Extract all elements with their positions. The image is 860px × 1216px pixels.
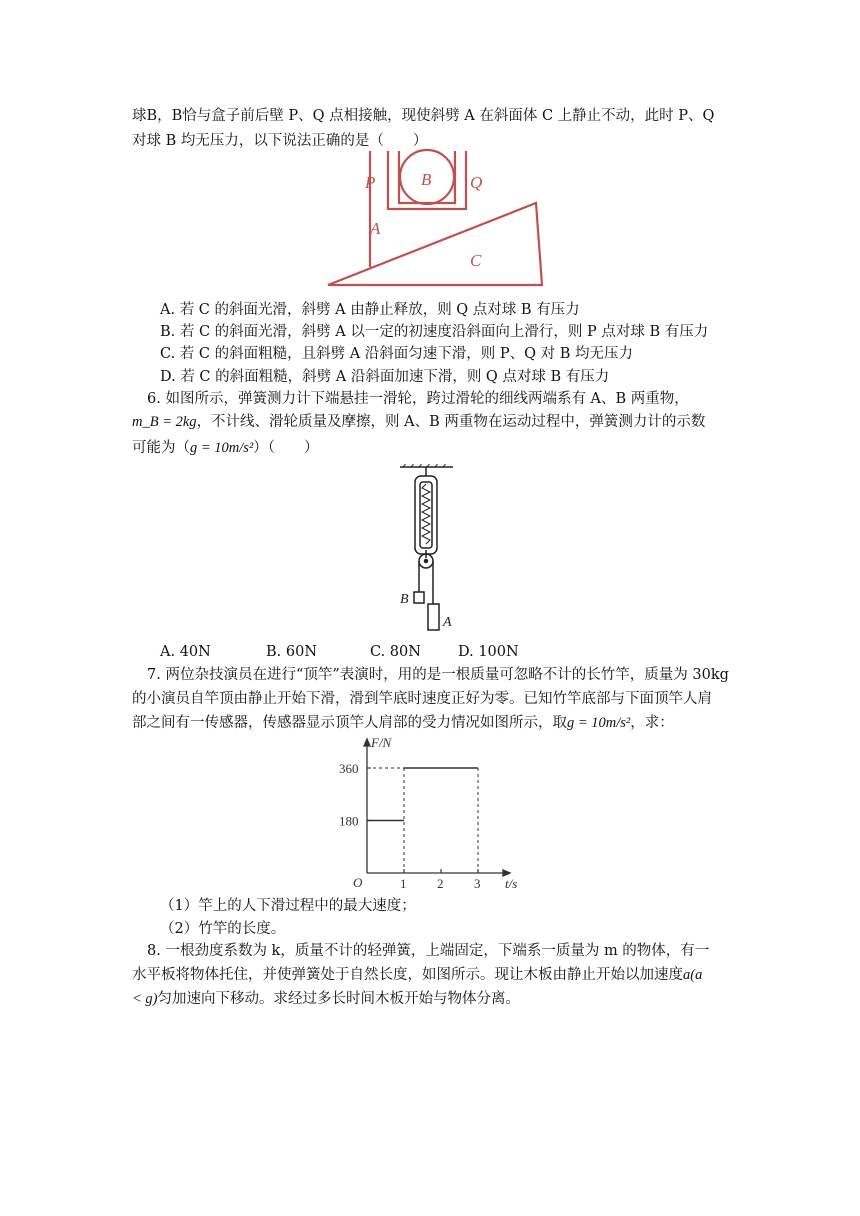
q7-line3-pre: 部之间有一传感器，传感器显示顶竿人肩部的受力情况如图所示，取 <box>132 715 567 731</box>
q7-line3 <box>132 713 674 733</box>
label-B-mass: B <box>400 592 409 607</box>
q6-line2 <box>132 412 705 432</box>
q6-option-d: D. 100N <box>458 644 519 660</box>
label-C: C <box>470 251 482 270</box>
q5-option-d: D. 若 C 的斜面粗糙，斜劈 A 沿斜面加速下滑，则 Q 点对球 B 有压力 <box>160 369 610 385</box>
y-tick-label: 360 <box>339 761 359 776</box>
label-A-mass: A <box>443 615 452 630</box>
q8-line2-pre: 水平板将物体托住，并使弹簧处于自然长度，如图所示。现让木板由静止开始以加速度 <box>132 967 683 983</box>
spring-scale-figure <box>395 464 475 636</box>
q5-option-b: B. 若 C 的斜面光滑，斜劈 A 以一定的初速度沿斜面向上滑行，则 P 点对球 B 有压力 <box>160 324 709 340</box>
q6-option-b: B. 60N <box>266 644 318 660</box>
q8-accel-formula: a(a <box>683 967 703 983</box>
q5-line2: 对球 B 均无压力，以下说法正确的是（ ） <box>132 133 428 149</box>
label-P: P <box>365 173 376 192</box>
q8-line1: 8. 一根劲度系数为 k，质量不计的轻弹簧，上端固定，下端系一质量为 m 的物体，有一 <box>147 943 710 959</box>
q8-line3-post: 匀加速向下移动。求经过多长时间木板开始与物体分离。 <box>157 991 520 1007</box>
q8-line3 <box>132 989 520 1009</box>
q7-sub2: （2）竹竿的长度。 <box>160 921 286 937</box>
q8-accel-cond: < g) <box>132 991 158 1007</box>
q6-g-formula: g = 10m/s² <box>190 440 254 456</box>
q7-g-formula: g = 10m/s² <box>567 715 631 731</box>
x-axis-label: t/s <box>505 876 518 891</box>
x-tick-label: 1 <box>400 876 407 891</box>
q7-sub1: （1）竿上的人下滑过程中的最大速度； <box>160 898 416 914</box>
y-axis-label: F/N <box>371 735 392 750</box>
wedge-box-figure <box>320 148 550 290</box>
label-B: B <box>421 170 432 189</box>
q6-line3 <box>132 438 319 458</box>
q6-option-a: A. 40N <box>160 644 211 660</box>
q6-option-c: C. 80N <box>370 644 421 660</box>
q6-line3-post: ）（ ） <box>253 440 319 456</box>
label-A: A <box>370 219 381 238</box>
q6-line2-text: ，不计线、滑轮质量及摩擦，则 A、B 两重物在运动过程中，弹簧测力计的示数 <box>196 414 706 430</box>
q6-line1: 6. 如图所示，弹簧测力计下端悬挂一滑轮，跨过滑轮的细线两端系有 A、B 两重物， <box>147 391 689 407</box>
q7-line2: 的小演员自竿顶由静止开始下滑，滑到竿底时速度正好为零。已知竹竿底部与下面顶竿人肩 <box>132 691 712 707</box>
origin-label: O <box>353 875 363 890</box>
label-Q: Q <box>470 173 483 192</box>
force-time-chart <box>325 733 525 893</box>
q5-line1: 球B，B恰与盒子前后壁 P、Q 点相接触，现使斜劈 A 在斜面体 C 上静止不动，此时 P、Q <box>132 108 715 124</box>
q8-line2 <box>132 965 702 985</box>
y-tick-label: 180 <box>339 813 359 829</box>
q7-line3-post: ，求： <box>630 715 674 731</box>
q5-option-a: A. 若 C 的斜面光滑，斜劈 A 由静止释放，则 Q 点对球 B 有压力 <box>160 302 580 318</box>
x-tick-label: 3 <box>474 876 481 891</box>
q6-mass-formula: m_B = 2kg <box>132 414 197 430</box>
q7-line1: 7. 两位杂技演员在进行“顶竿”表演时，用的是一根质量可忽略不计的长竹竿，质量为 30kg <box>147 667 729 683</box>
y-axis-arrow <box>364 739 370 746</box>
q6-line3-pre: 可能为（ <box>132 440 190 456</box>
q5-option-c: C. 若 C 的斜面粗糙，且斜劈 A 沿斜面匀速下滑，则 P、Q 对 B 均无压力 <box>160 346 634 362</box>
x-tick-label: 2 <box>437 876 444 891</box>
q6-options <box>160 642 519 662</box>
